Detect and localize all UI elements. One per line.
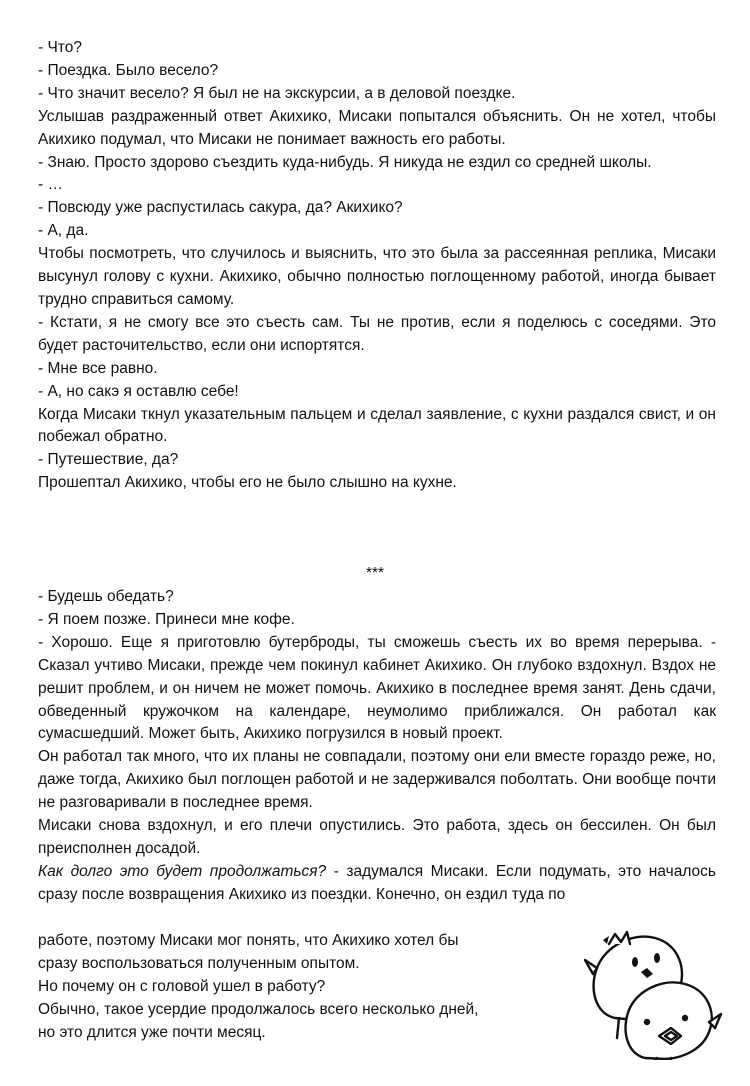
section-separator: *** bbox=[365, 565, 385, 582]
dialogue-line: - Мне все равно. bbox=[38, 359, 158, 377]
text-line: но это длится уже почти месяц. bbox=[38, 1023, 266, 1041]
text-line: Обычно, такое усердие продолжалось всего несколько дней, bbox=[38, 1000, 479, 1018]
dialogue-line: - Что? bbox=[38, 39, 82, 56]
dialogue-line: - Поездка. Было весело? bbox=[38, 61, 219, 79]
two-chicks-icon bbox=[575, 918, 725, 1060]
paragraph: Услышав раздраженный ответ Акихико, Мисаки попытался объяснить. Он не хотел, чтобы Акихико подумал, что Мисаки не понимает важность его работы. bbox=[38, 107, 716, 148]
dialogue-line: - А, но сакэ я оставлю себе! bbox=[38, 382, 239, 400]
italic-thought: Как долго это будет продолжаться? bbox=[38, 862, 327, 880]
text-line: Но почему он с головой ушел в работу? bbox=[38, 977, 326, 995]
section-two bbox=[38, 586, 716, 907]
dialogue-line: - Что значит весело? Я был не на экскурсии, а в деловой поездке. bbox=[38, 84, 516, 102]
dialogue-line: - А, да. bbox=[38, 222, 89, 240]
dialogue-line: - Будешь обедать? bbox=[38, 588, 174, 605]
section-two-tail bbox=[38, 930, 558, 1045]
paragraph-text: - задумался Мисаки. Если подумать, это началось сразу после возвращения Акихико из поездки. Конечно, он ездил туда по bbox=[38, 862, 716, 903]
text-line: сразу воспользоваться полученным опытом. bbox=[38, 954, 360, 972]
dialogue-line: - Повсюду уже распустилась сакура, да? Акихико? bbox=[38, 199, 403, 217]
paragraph bbox=[38, 861, 716, 907]
text-line: работе, поэтому Мисаки мог понять, что Акихико хотел бы bbox=[38, 932, 459, 949]
paragraph: Он работал так много, что их планы не совпадали, поэтому они ели вместе гораздо реже, но, даже тогда, Акихико был поглощен работой и не задерживался поболтать. Они вообще почти не разговаривали в последнее время. bbox=[38, 748, 716, 812]
paragraph: Чтобы посмотреть, что случилось и выяснить, что это была за рассеянная реплика, Мисаки высунул голову с кухни. Акихико, обычно полностью поглощенному работой, иногда бывает трудно справиться самому. bbox=[38, 245, 716, 308]
dialogue-line: - Путешествие, да? bbox=[38, 451, 179, 469]
paragraph: - Кстати, я не смогу все это съесть сам. Ты не против, если я поделюсь с соседями. Это будет расточительство, если они испортятся. bbox=[38, 313, 716, 354]
dialogue-line: - Я поем позже. Принеси мне кофе. bbox=[38, 610, 295, 628]
paragraph: Мисаки снова вздохнул, и его плечи опустились. Это работа, здесь он бессилен. Он был преисполнен досадой. bbox=[38, 817, 716, 857]
paragraph: Когда Мисаки ткнул указательным пальцем и сделал заявление, с кухни раздался свист, и он побежал обратно. bbox=[38, 405, 716, 446]
paragraph: - Знаю. Просто здорово съездить куда-нибудь. Я никуда не ездил со средней школы. bbox=[38, 153, 652, 171]
paragraph: Прошептал Акихико, чтобы его не было слышно на кухне. bbox=[38, 474, 457, 492]
paragraph: - Хорошо. Еще я приготовлю бутерброды, ты сможешь съесть их во время перерыва. - Сказал учтиво Мисаки, прежде чем покинул кабинет Акихико. Он глубоко вздохнул. Вздох не решит проблем, и он ничем не может помочь. Акихико в последнее время занят. День сдачи, обведенный кружочком на календаре, неумолимо приближался. Он работал как сумасшедший. Может быть, Акихико погрузился в новый проект. bbox=[38, 633, 716, 743]
section-one bbox=[38, 37, 716, 495]
dialogue-line: - … bbox=[38, 176, 63, 194]
